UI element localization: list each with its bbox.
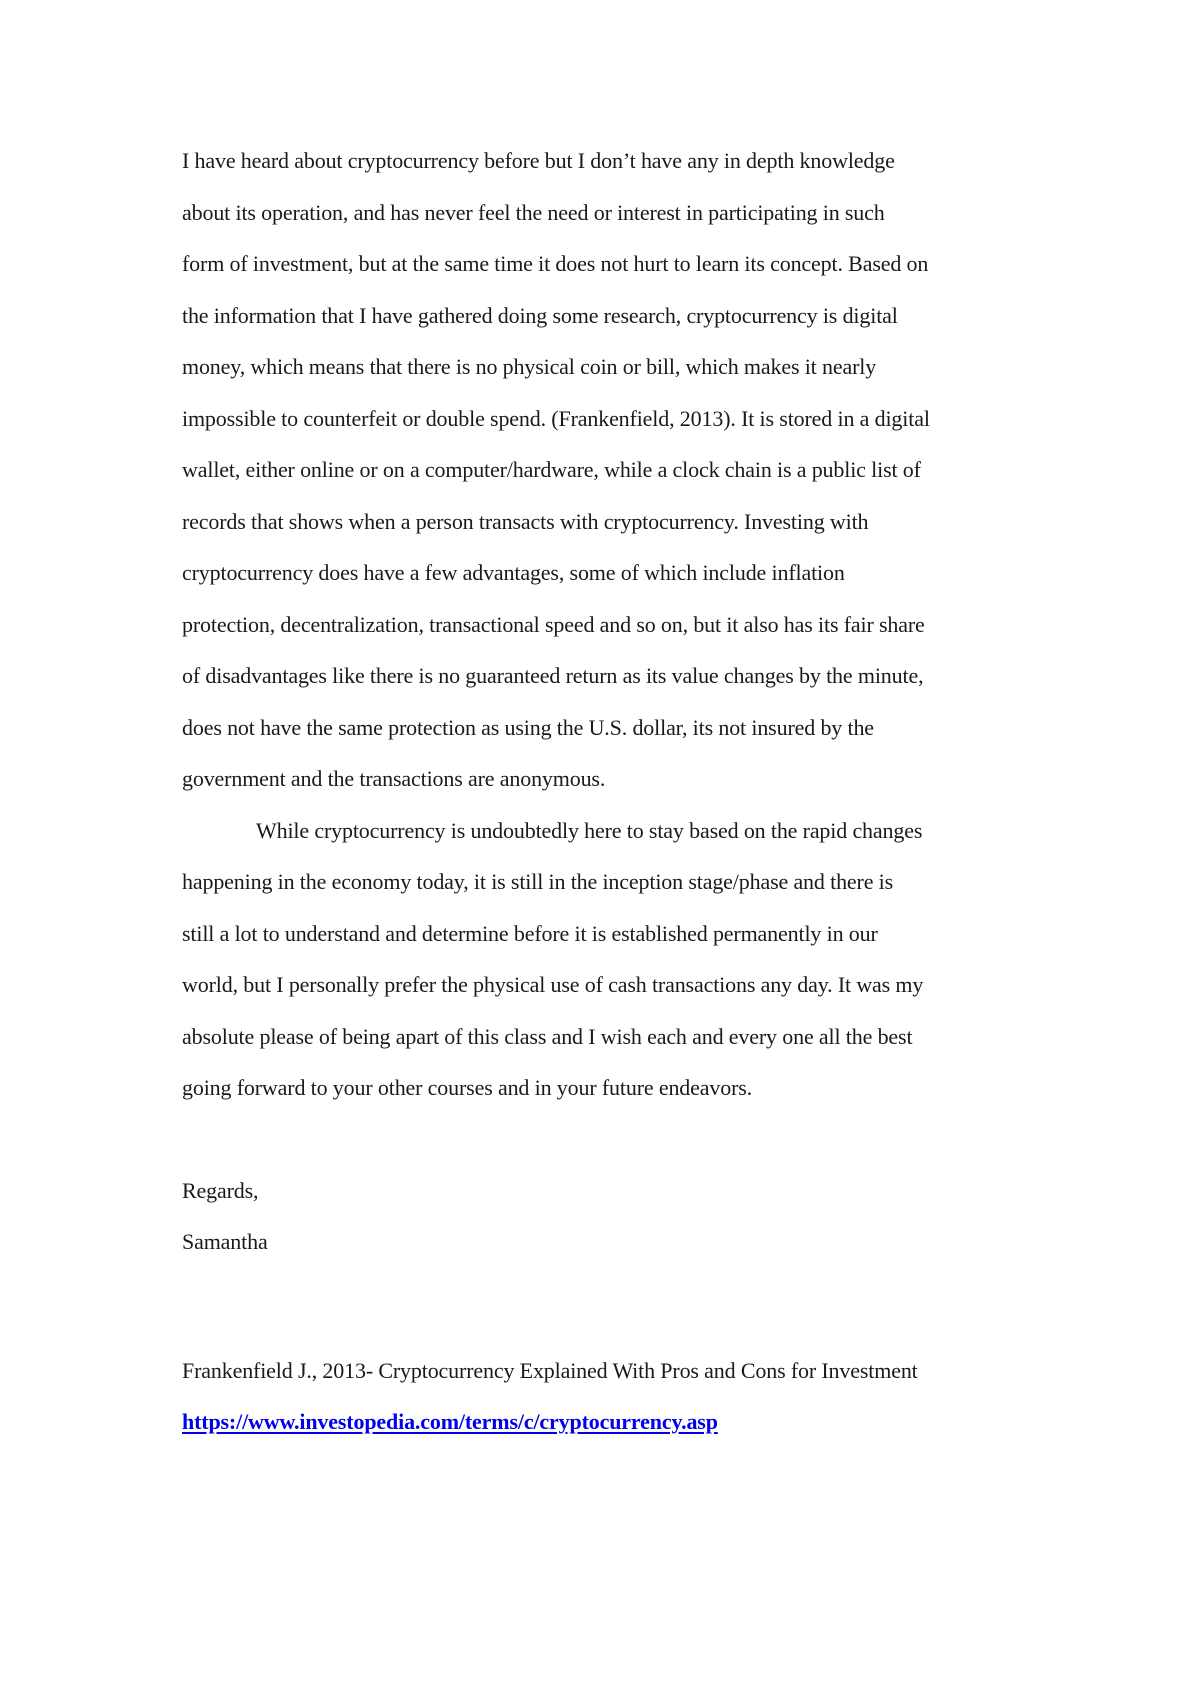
paragraph-1-line-4: the information that I have gathered doing some research, cryptocurrency is digital (182, 303, 898, 328)
paragraph-1-line-9: cryptocurrency does have a few advantages, some of which include inflation (182, 560, 845, 585)
reference-link[interactable]: https://www.investopedia.com/terms/c/cryptocurrency.asp (182, 1409, 718, 1434)
paragraph-1-line-6: impossible to counterfeit or double spend. (Frankenfield, 2013). It is stored in a digital (182, 406, 930, 431)
closing: Regards, (182, 1178, 259, 1203)
paragraph-2-line-6: going forward to your other courses and in your future endeavors. (182, 1075, 753, 1100)
paragraph-1-line-7: wallet, either online or on a computer/hardware, while a clock chain is a public list of (182, 457, 921, 482)
paragraph-1-line-13: government and the transactions are anonymous. (182, 766, 606, 791)
paragraph-1-line-8: records that shows when a person transacts with cryptocurrency. Investing with (182, 509, 869, 534)
paragraph-2-line-4: world, but I personally prefer the physical use of cash transactions any day. It was my (182, 972, 924, 997)
paragraph-1-line-11: of disadvantages like there is no guaranteed return as its value changes by the minute, (182, 663, 924, 688)
paragraph-1-line-10: protection, decentralization, transactional speed and so on, but it also has its fair share (182, 612, 925, 637)
paragraph-2-line-1: While cryptocurrency is undoubtedly here to stay based on the rapid changes (256, 818, 923, 843)
paragraph-2-line-3: still a lot to understand and determine before it is established permanently in our (182, 921, 878, 946)
reference-citation: Frankenfield J., 2013- Cryptocurrency Explained With Pros and Cons for Investment (182, 1358, 918, 1383)
paragraph-1-line-2: about its operation, and has never feel the need or interest in participating in such (182, 200, 885, 225)
paragraph-2-line-2: happening in the economy today, it is still in the inception stage/phase and there is (182, 869, 894, 894)
paragraph-1-line-3: form of investment, but at the same time it does not hurt to learn its concept. Based on (182, 251, 929, 276)
paragraph-1-line-1: I have heard about cryptocurrency before but I don’t have any in depth knowledge (182, 148, 895, 173)
paragraph-1-line-5: money, which means that there is no physical coin or bill, which makes it nearly (182, 354, 877, 379)
paragraph-2-line-5: absolute please of being apart of this class and I wish each and every one all the best (182, 1024, 913, 1049)
paragraph-1-line-12: does not have the same protection as using the U.S. dollar, its not insured by the (182, 715, 874, 740)
signature: Samantha (182, 1229, 268, 1254)
